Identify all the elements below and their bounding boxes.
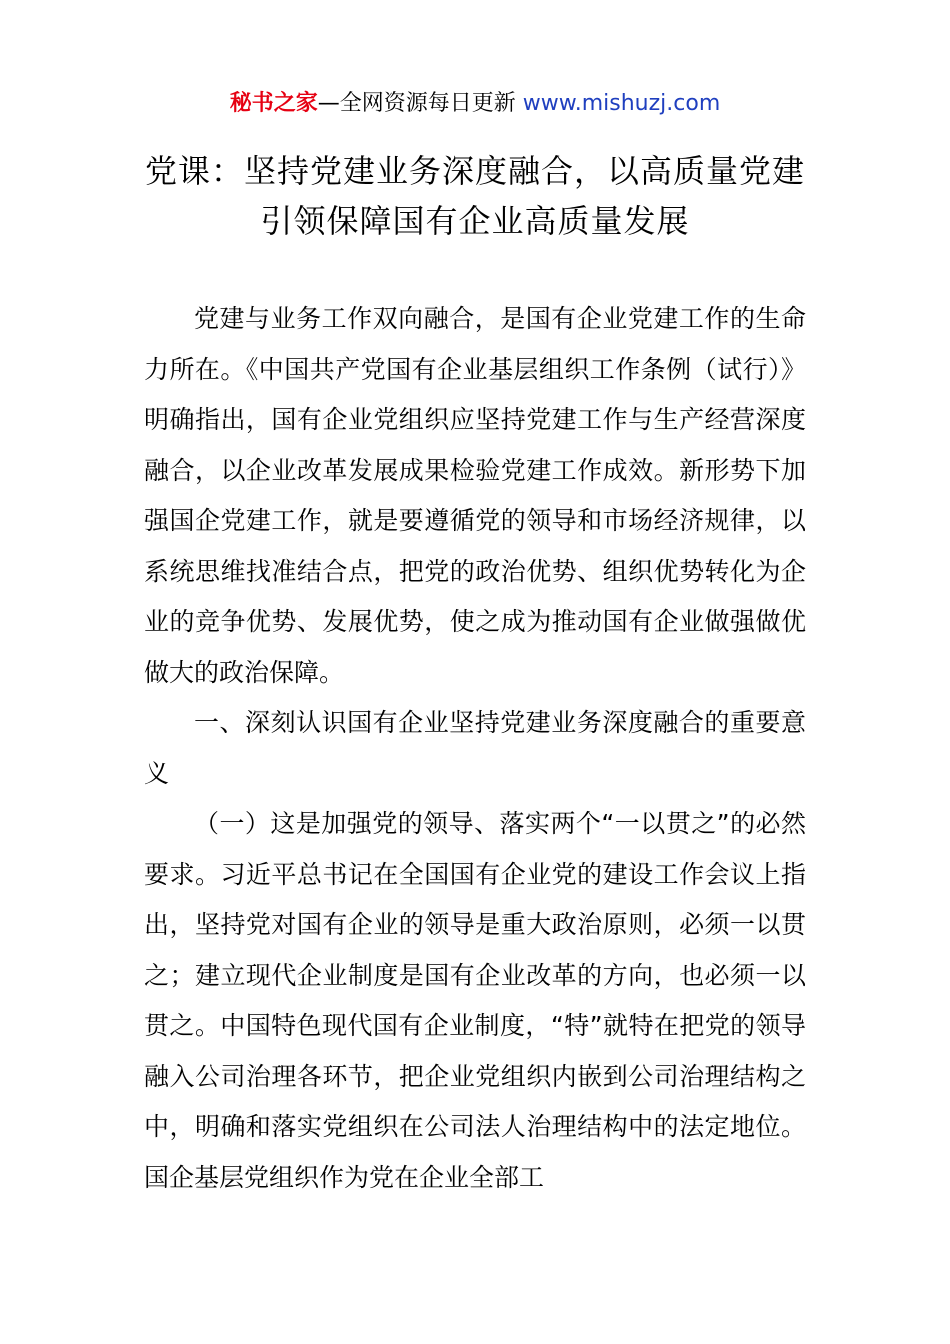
paragraph-subsection-1: （一）这是加强党的领导、落实两个“一以贯之”的必然要求。习近平总书记在全国国有企业党的建设工作会议上指出，坚持党对国有企业的领导是重大政治原则，必须一以贯之；建立现代企业制度是国有企业改革的方向，也必须一以贯之。中国特色现代国有企业制度，“特”就特在把党的领导融入公司治理各环节，把企业党组织内嵌到公司治理结构之中，明确和落实党组织在公司法人治理结构中的法定地位。国企基层党组织作为党在企业全部工	[144, 809, 806, 1192]
header-tagline: —全网资源每日更新	[317, 91, 523, 116]
site-url-link[interactable]: www.mishuzj.com	[522, 91, 721, 116]
brand-name: 秘书之家	[229, 91, 318, 116]
section-heading-1: 一、深刻认识国有企业坚持党建业务深度融合的重要意义	[144, 708, 806, 788]
paragraph-intro: 党建与业务工作双向融合，是国有企业党建工作的生命力所在。《中国共产党国有企业基层组织工作条例（试行）》明确指出，国有企业党组织应坚持党建工作与生产经营深度融合，以企业改革发展成果检验党建工作成效。新形势下加强国企党建工作，就是要遵循党的领导和市场经济规律，以系统思维找准结合点，把党的政治优势、组织优势转化为企业的竞争优势、发展优势，使之成为推动国有企业做强做优做大的政治保障。	[144, 304, 806, 687]
title-line-2: 引领保障国有企业高质量发展	[260, 202, 690, 240]
site-header	[0, 88, 950, 120]
document-body	[144, 294, 806, 1203]
title-line-1: 党课：坚持党建业务深度融合，以高质量党建	[144, 152, 805, 190]
document-title	[100, 146, 850, 246]
